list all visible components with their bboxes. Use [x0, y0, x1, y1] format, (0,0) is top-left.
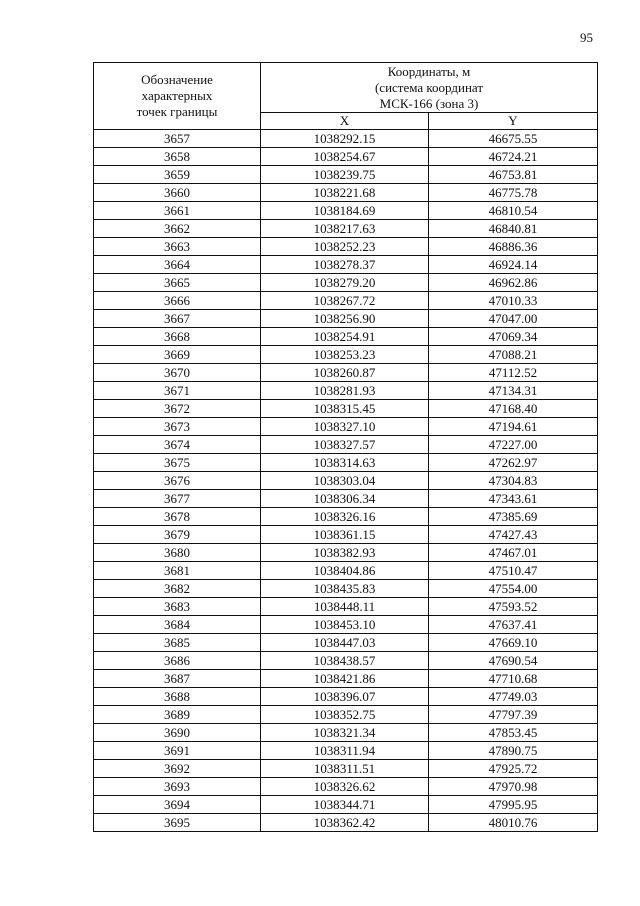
x-coordinate-cell: 1038404.86 [261, 562, 429, 580]
y-coordinate-cell: 46753.81 [429, 166, 598, 184]
point-id-cell: 3671 [94, 382, 261, 400]
point-id-cell: 3673 [94, 418, 261, 436]
y-coordinate-cell: 47593.52 [429, 598, 598, 616]
y-coordinate-cell: 47853.45 [429, 724, 598, 742]
point-id-cell: 3669 [94, 346, 261, 364]
y-coordinate-cell: 47710.68 [429, 670, 598, 688]
x-coordinate-cell: 1038421.86 [261, 670, 429, 688]
x-coordinate-cell: 1038256.90 [261, 310, 429, 328]
table-row [94, 436, 598, 454]
y-coordinate-cell: 47427.43 [429, 526, 598, 544]
y-coordinate-cell: 47010.33 [429, 292, 598, 310]
point-designation-header [94, 63, 261, 130]
table-row [94, 742, 598, 760]
y-coordinate-cell: 47343.61 [429, 490, 598, 508]
point-id-cell: 3674 [94, 436, 261, 454]
point-id-cell: 3689 [94, 706, 261, 724]
point-id-cell: 3694 [94, 796, 261, 814]
x-coordinate-cell: 1038221.68 [261, 184, 429, 202]
table-row [94, 652, 598, 670]
y-coordinate-cell: 47995.95 [429, 796, 598, 814]
point-id-cell: 3666 [94, 292, 261, 310]
y-coordinate-cell: 46724.21 [429, 148, 598, 166]
point-id-cell: 3670 [94, 364, 261, 382]
table-row [94, 508, 598, 526]
table-header [94, 63, 598, 130]
table-row [94, 490, 598, 508]
point-id-cell: 3692 [94, 760, 261, 778]
y-coordinate-cell: 46886.36 [429, 238, 598, 256]
y-coordinate-cell: 47194.61 [429, 418, 598, 436]
coords-header-line-3: МСК-166 (зона 3) [379, 95, 479, 111]
x-coordinate-cell: 1038315.45 [261, 400, 429, 418]
x-coordinate-cell: 1038239.75 [261, 166, 429, 184]
table-row [94, 760, 598, 778]
point-id-cell: 3658 [94, 148, 261, 166]
table-row [94, 598, 598, 616]
x-coordinate-cell: 1038253.23 [261, 346, 429, 364]
table-row [94, 562, 598, 580]
point-id-cell: 3672 [94, 400, 261, 418]
point-id-cell: 3685 [94, 634, 261, 652]
page-number: 95 [580, 30, 593, 45]
y-coordinate-cell: 47669.10 [429, 634, 598, 652]
y-coordinate-cell: 46675.55 [429, 130, 598, 148]
table-row [94, 814, 598, 832]
x-coordinate-cell: 1038453.10 [261, 616, 429, 634]
x-coordinate-cell: 1038435.83 [261, 580, 429, 598]
point-id-cell: 3678 [94, 508, 261, 526]
y-coordinate-cell: 47304.83 [429, 472, 598, 490]
x-coordinate-cell: 1038217.63 [261, 220, 429, 238]
table-row [94, 130, 598, 148]
table-row [94, 202, 598, 220]
table-row [94, 454, 598, 472]
point-header-line-1: Обозначение [141, 72, 213, 87]
x-coordinate-cell: 1038254.91 [261, 328, 429, 346]
x-coordinate-cell: 1038352.75 [261, 706, 429, 724]
point-id-cell: 3683 [94, 598, 261, 616]
point-id-cell: 3662 [94, 220, 261, 238]
table-row [94, 526, 598, 544]
y-coordinate-cell: 47227.00 [429, 436, 598, 454]
x-coordinate-cell: 1038396.07 [261, 688, 429, 706]
table-row [94, 184, 598, 202]
point-id-cell: 3677 [94, 490, 261, 508]
table-row [94, 400, 598, 418]
table-row [94, 292, 598, 310]
table-row [94, 256, 598, 274]
x-coordinate-cell: 1038281.93 [261, 382, 429, 400]
x-coordinate-cell: 1038252.23 [261, 238, 429, 256]
point-id-cell: 3667 [94, 310, 261, 328]
table-row [94, 238, 598, 256]
x-coordinate-cell: 1038260.87 [261, 364, 429, 382]
table-row [94, 346, 598, 364]
point-id-cell: 3676 [94, 472, 261, 490]
coords-header-line-2: (система координат [374, 79, 484, 95]
x-coordinate-cell: 1038326.62 [261, 778, 429, 796]
point-id-cell: 3675 [94, 454, 261, 472]
point-id-cell: 3668 [94, 328, 261, 346]
y-coordinate-cell: 47925.72 [429, 760, 598, 778]
table-row [94, 328, 598, 346]
table-row [94, 310, 598, 328]
table-row [94, 616, 598, 634]
point-id-cell: 3663 [94, 238, 261, 256]
y-coordinate-cell: 47970.98 [429, 778, 598, 796]
point-id-cell: 3687 [94, 670, 261, 688]
y-coordinate-cell: 47069.34 [429, 328, 598, 346]
point-id-cell: 3690 [94, 724, 261, 742]
y-coordinate-cell: 47690.54 [429, 652, 598, 670]
point-id-cell: 3695 [94, 814, 261, 832]
table-row [94, 706, 598, 724]
table-row [94, 472, 598, 490]
y-coordinate-cell: 47134.31 [429, 382, 598, 400]
x-coordinate-cell: 1038321.34 [261, 724, 429, 742]
table-row [94, 724, 598, 742]
point-header-line-3: точек границы [136, 104, 218, 119]
x-coordinate-cell: 1038327.10 [261, 418, 429, 436]
y-column-header: Y [429, 113, 598, 130]
x-coordinate-cell: 1038362.42 [261, 814, 429, 832]
coordinates-table [93, 62, 598, 832]
point-id-cell: 3660 [94, 184, 261, 202]
y-coordinate-cell: 48010.76 [429, 814, 598, 832]
x-coordinate-cell: 1038306.34 [261, 490, 429, 508]
x-column-header: X [261, 113, 429, 130]
point-id-cell: 3682 [94, 580, 261, 598]
y-coordinate-cell: 47749.03 [429, 688, 598, 706]
y-coordinate-cell: 47554.00 [429, 580, 598, 598]
x-coordinate-cell: 1038314.63 [261, 454, 429, 472]
y-coordinate-cell: 46840.81 [429, 220, 598, 238]
point-id-cell: 3693 [94, 778, 261, 796]
x-coordinate-cell: 1038311.94 [261, 742, 429, 760]
y-coordinate-cell: 46924.14 [429, 256, 598, 274]
x-coordinate-cell: 1038448.11 [261, 598, 429, 616]
point-id-cell: 3684 [94, 616, 261, 634]
point-id-cell: 3681 [94, 562, 261, 580]
point-id-cell: 3688 [94, 688, 261, 706]
point-header-line-2: характерных [141, 88, 213, 103]
y-coordinate-cell: 47047.00 [429, 310, 598, 328]
point-id-cell: 3665 [94, 274, 261, 292]
x-coordinate-cell: 1038327.57 [261, 436, 429, 454]
table-row [94, 580, 598, 598]
x-coordinate-cell: 1038267.72 [261, 292, 429, 310]
x-coordinate-cell: 1038292.15 [261, 130, 429, 148]
x-coordinate-cell: 1038278.37 [261, 256, 429, 274]
table-row [94, 796, 598, 814]
point-id-cell: 3686 [94, 652, 261, 670]
table-row [94, 634, 598, 652]
y-coordinate-cell: 47797.39 [429, 706, 598, 724]
table-row [94, 688, 598, 706]
y-coordinate-cell: 46775.78 [429, 184, 598, 202]
x-coordinate-cell: 1038303.04 [261, 472, 429, 490]
y-coordinate-cell: 47262.97 [429, 454, 598, 472]
table-row [94, 148, 598, 166]
y-coordinate-cell: 47385.69 [429, 508, 598, 526]
table-row [94, 364, 598, 382]
y-coordinate-cell: 47112.52 [429, 364, 598, 382]
x-coordinate-cell: 1038382.93 [261, 544, 429, 562]
table-body [94, 130, 598, 832]
y-coordinate-cell: 47637.41 [429, 616, 598, 634]
x-coordinate-cell: 1038438.57 [261, 652, 429, 670]
table-row [94, 778, 598, 796]
point-id-cell: 3680 [94, 544, 261, 562]
point-id-cell: 3657 [94, 130, 261, 148]
y-coordinate-cell: 46962.86 [429, 274, 598, 292]
x-coordinate-cell: 1038344.71 [261, 796, 429, 814]
table-row [94, 274, 598, 292]
table-row [94, 220, 598, 238]
point-id-cell: 3664 [94, 256, 261, 274]
point-id-cell: 3661 [94, 202, 261, 220]
y-coordinate-cell: 47890.75 [429, 742, 598, 760]
x-coordinate-cell: 1038279.20 [261, 274, 429, 292]
x-coordinate-cell: 1038447.03 [261, 634, 429, 652]
point-id-cell: 3659 [94, 166, 261, 184]
point-id-cell: 3679 [94, 526, 261, 544]
x-coordinate-cell: 1038311.51 [261, 760, 429, 778]
x-coordinate-cell: 1038361.15 [261, 526, 429, 544]
y-coordinate-cell: 47510.47 [429, 562, 598, 580]
table-row [94, 166, 598, 184]
table-row [94, 382, 598, 400]
table-row [94, 418, 598, 436]
y-coordinate-cell: 47088.21 [429, 346, 598, 364]
coords-header-line-1: Координаты, м [387, 63, 471, 79]
x-coordinate-cell: 1038326.16 [261, 508, 429, 526]
coordinates-group-header [261, 63, 598, 113]
table-row [94, 670, 598, 688]
point-id-cell: 3691 [94, 742, 261, 760]
y-coordinate-cell: 47168.40 [429, 400, 598, 418]
x-coordinate-cell: 1038254.67 [261, 148, 429, 166]
y-coordinate-cell: 46810.54 [429, 202, 598, 220]
x-coordinate-cell: 1038184.69 [261, 202, 429, 220]
y-coordinate-cell: 47467.01 [429, 544, 598, 562]
table-row [94, 544, 598, 562]
